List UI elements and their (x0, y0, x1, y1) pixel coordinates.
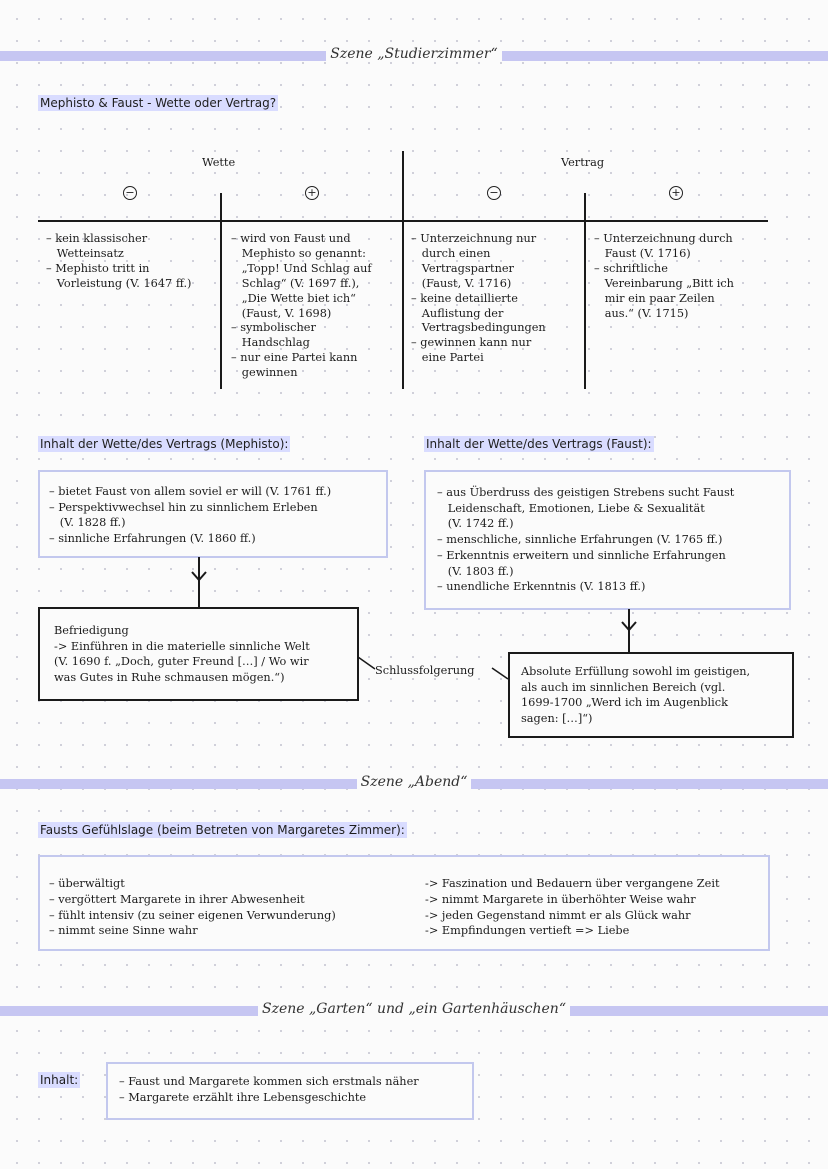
table-cell-line: Schlag“ (V. 1697 ff.), (231, 276, 360, 290)
text-line: -> Einführen in die materielle sinnliche Welt (54, 639, 310, 653)
list-item: Leidenschaft, Emotionen, Liebe & Sexualität (437, 501, 705, 515)
table-cell-line: (Faust, V. 1698) (231, 306, 332, 320)
erfuellung-box (508, 652, 794, 738)
table-divider-main (402, 151, 404, 389)
table-cell-line: „Topp! Und Schlag auf (231, 261, 372, 275)
table-cell-line: Vorleistung (V. 1647 ff.) (46, 276, 192, 290)
table-cell-line: – kein klassischer (46, 232, 148, 245)
table-cell-line: aus.“ (V. 1715) (594, 306, 689, 320)
table-cell-line: Vertragsbedingungen (411, 321, 546, 335)
list-item: – vergöttert Margarete in ihrer Abwesenheit (49, 892, 305, 906)
text-line: Befriedigung (54, 624, 129, 637)
text-line: Absolute Erfüllung sowohl im geistigen, (521, 665, 751, 678)
faust-content-box (424, 470, 791, 610)
list-item: -> nimmt Margarete in überhöhter Weise wahr (425, 892, 696, 906)
text-line: als auch im sinnlichen Bereich (vgl. (521, 680, 726, 694)
table-cell-line: mir ein paar Zeilen (594, 291, 715, 305)
table-cell-line: Wetteinsatz (46, 246, 124, 260)
text-line: 1699-1700 „Werd ich im Augenblick (521, 696, 728, 709)
text-line: (V. 1690 f. „Doch, guter Freund […] / Wo wir (54, 655, 309, 668)
table-cell-line: – Unterzeichnung nur (411, 232, 537, 245)
list-item: -> Faszination und Bedauern über vergangene Zeit (425, 877, 720, 890)
list-item: – nimmt seine Sinne wahr (49, 924, 198, 938)
table-column-wette-minus (46, 232, 191, 292)
list-item: – sinnliche Erfahrungen (V. 1860 ff.) (49, 531, 256, 545)
wette-label: Wette (202, 156, 236, 169)
vertrag-label: Vertrag (561, 156, 605, 169)
table-cell-line: Handschlag (231, 336, 310, 350)
befriedigung-box (38, 607, 359, 701)
table-cell-line: – symbolischer (231, 321, 316, 335)
list-item: – aus Überdruss des geistigen Strebens sucht Faust (437, 486, 735, 499)
table-column-vertrag-plus (594, 232, 734, 321)
table-cell-line: Mephisto so genannt: (231, 246, 366, 260)
gefuehlslage-box (38, 855, 770, 951)
table-cell-line: – wird von Faust und (231, 232, 351, 245)
befriedigung-text (54, 623, 310, 685)
table-column-wette-plus (231, 232, 372, 381)
table-cell-line: – gewinnen kann nur (411, 336, 532, 350)
minus-icon: − (487, 186, 501, 200)
table-divider (584, 193, 586, 389)
list-item: -> jeden Gegenstand nimmt er als Glück wahr (425, 908, 691, 922)
faust-heading: Inhalt der Wette/des Vertrags (Faust): (426, 437, 652, 451)
table-cell-line: durch einen (411, 246, 491, 260)
list-item: – Faust und Margarete kommen sich erstmals näher (119, 1075, 419, 1088)
list-item: (V. 1828 ff.) (49, 516, 126, 530)
schlussfolgerung-label: Schlussfolgerung (375, 664, 475, 677)
garten-content-list (119, 1074, 419, 1106)
list-item: – bietet Faust von allem soviel er will (V. 1761 ff.) (49, 485, 332, 498)
arrow-head-icon (190, 570, 208, 584)
table-cell-line: Vereinbarung „Bitt ich (594, 276, 734, 290)
section-heading-wette-vertrag: Mephisto & Faust - Wette oder Vertrag? (40, 96, 277, 110)
table-cell-line: – nur eine Partei kann (231, 351, 358, 365)
plus-icon: + (305, 186, 319, 200)
mephisto-content-box (38, 470, 388, 558)
table-cell-line: Vertragspartner (411, 261, 514, 275)
list-item: – Erkenntnis erweitern und sinnliche Erfahrungen (437, 548, 726, 562)
list-item: -> Empfindungen vertieft => Liebe (425, 924, 630, 938)
table-cell-line: – Mephisto tritt in (46, 261, 150, 275)
plus-icon: + (669, 186, 683, 200)
arrow-head-icon (620, 620, 638, 634)
garten-content-box (106, 1062, 474, 1120)
table-cell-line: gewinnen (231, 366, 298, 380)
table-column-vertrag-minus (411, 232, 546, 366)
minus-icon: − (123, 186, 137, 200)
list-item: – überwältigt (49, 877, 125, 890)
erfuellung-text (521, 664, 750, 726)
list-item: – Perspektivwechsel hin zu sinnlichem Erleben (49, 500, 318, 514)
mephisto-heading: Inhalt der Wette/des Vertrags (Mephisto): (40, 437, 289, 451)
list-item: – fühlt intensiv (zu seiner eigenen Verwunderung) (49, 908, 336, 922)
list-item: – menschliche, sinnliche Erfahrungen (V. 1765 ff.) (437, 533, 723, 547)
list-item: – unendliche Erkenntnis (V. 1813 ff.) (437, 580, 646, 594)
table-cell-line: eine Partei (411, 351, 484, 365)
section-heading-gefuehlslage: Fausts Gefühlslage (beim Betreten von Margaretes Zimmer): (40, 823, 405, 837)
mephisto-content-list (49, 484, 331, 546)
table-cell-line: – Unterzeichnung durch (594, 232, 733, 245)
text-line: was Gutes in Ruhe schmausen mögen.“) (54, 670, 285, 684)
inhalt-label: Inhalt: (40, 1073, 79, 1087)
list-item: – Margarete erzählt ihre Lebensgeschichte (119, 1090, 367, 1104)
list-item: (V. 1803 ff.) (437, 564, 514, 578)
table-cell-line: „Die Wette biet ich“ (231, 291, 356, 305)
scene-title-studierzimmer: Szene „Studierzimmer“ (0, 46, 828, 62)
list-item: (V. 1742 ff.) (437, 517, 514, 531)
table-cell-line: Faust (V. 1716) (594, 246, 691, 260)
gefuehlslage-left-list (49, 876, 336, 939)
table-cell-line: – keine detaillierte (411, 291, 518, 305)
table-cell-line: – schriftliche (594, 261, 668, 275)
faust-content-list (437, 485, 734, 595)
scene-title-abend: Szene „Abend“ (0, 774, 828, 790)
table-cell-line: (Faust, V. 1716) (411, 276, 512, 290)
gefuehlslage-right-list (425, 876, 719, 939)
table-divider (220, 193, 222, 389)
table-cell-line: Auflistung der (411, 306, 504, 320)
scene-title-garten: Szene „Garten“ und „ein Gartenhäuschen“ (0, 1001, 828, 1017)
text-line: sagen: […]“) (521, 711, 593, 725)
